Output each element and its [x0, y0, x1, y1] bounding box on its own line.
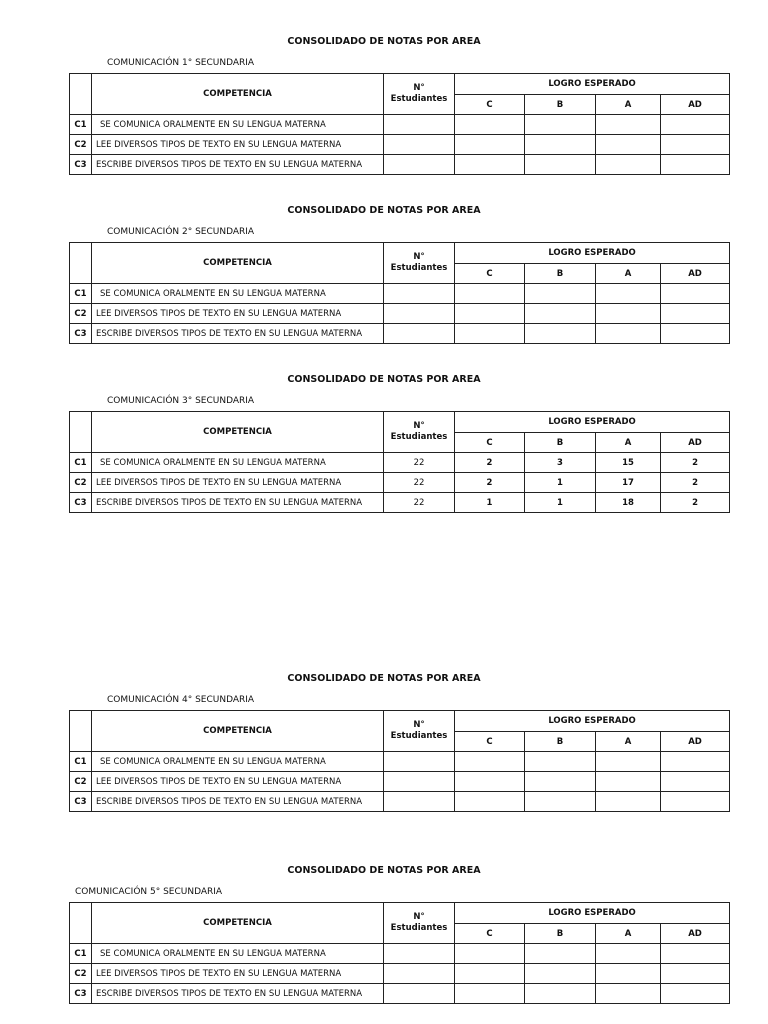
table-row — [70, 155, 730, 175]
num-estudiantes-cell — [384, 964, 455, 984]
level-b-header: B — [525, 924, 596, 944]
level-b-cell — [525, 304, 596, 324]
level-ad-header: AD — [661, 95, 730, 115]
table-row — [70, 115, 730, 135]
competencia-code: C3 — [70, 493, 92, 513]
level-a-cell — [596, 284, 661, 304]
table-row — [70, 304, 730, 324]
estudiantes-label: Estudiantes — [390, 94, 448, 104]
level-a-cell — [596, 772, 661, 792]
table-row — [70, 473, 730, 493]
level-b-cell — [525, 115, 596, 135]
table-row — [70, 944, 730, 964]
competencia-code: C3 — [70, 155, 92, 175]
level-ad-header: AD — [661, 433, 730, 453]
level-a-cell — [596, 135, 661, 155]
competencia-code: C2 — [70, 964, 92, 984]
section-subtitle: COMUNICACIÓN 5° SECUNDARIA — [75, 887, 223, 897]
table-row — [70, 964, 730, 984]
section-title: CONSOLIDADO DE NOTAS POR AREA — [287, 865, 481, 876]
table-row — [70, 752, 730, 772]
level-c-cell — [455, 155, 525, 175]
competencia-header: COMPETENCIA — [92, 412, 384, 453]
level-a-cell — [596, 304, 661, 324]
logro-esperado-header: LOGRO ESPERADO — [455, 243, 730, 264]
competencia-desc: SE COMUNICA ORALMENTE EN SU LENGUA MATERNA — [92, 752, 384, 772]
num-label: N° — [413, 421, 425, 431]
logro-esperado-header: LOGRO ESPERADO — [455, 903, 730, 924]
level-b-cell — [525, 155, 596, 175]
level-a-cell — [596, 115, 661, 135]
level-c-header: C — [455, 924, 525, 944]
competencia-desc: LEE DIVERSOS TIPOS DE TEXTO EN SU LENGUA MATERNA — [92, 772, 384, 792]
num-label: N° — [413, 83, 425, 93]
level-ad-header: AD — [661, 264, 730, 284]
level-b-cell — [525, 284, 596, 304]
grades-table — [69, 242, 730, 344]
competencia-desc: LEE DIVERSOS TIPOS DE TEXTO EN SU LENGUA MATERNA — [92, 473, 384, 493]
level-c-header: C — [455, 264, 525, 284]
competencia-code: C1 — [70, 752, 92, 772]
competencia-code: C1 — [70, 115, 92, 135]
level-ad-cell — [661, 792, 730, 812]
competencia-code: C1 — [70, 284, 92, 304]
grades-table — [69, 73, 730, 175]
section-subtitle: COMUNICACIÓN 4° SECUNDARIA — [107, 695, 255, 705]
table-row — [70, 984, 730, 1004]
num-estudiantes-cell — [384, 115, 455, 135]
estudiantes-label: Estudiantes — [390, 923, 448, 933]
empty-corner-cell — [70, 903, 92, 944]
competencia-code: C2 — [70, 772, 92, 792]
level-b-header: B — [525, 433, 596, 453]
num-label: N° — [413, 252, 425, 262]
num-estudiantes-header — [384, 243, 455, 284]
level-a-header: A — [596, 732, 661, 752]
level-a-cell — [596, 964, 661, 984]
competencia-code: C3 — [70, 324, 92, 344]
level-b-cell — [525, 135, 596, 155]
level-b-cell — [525, 324, 596, 344]
competencia-desc: SE COMUNICA ORALMENTE EN SU LENGUA MATERNA — [92, 944, 384, 964]
competencia-code: C3 — [70, 792, 92, 812]
num-estudiantes-cell: 22 — [384, 453, 455, 473]
num-estudiantes-cell — [384, 304, 455, 324]
level-a-cell — [596, 752, 661, 772]
estudiantes-label: Estudiantes — [390, 731, 448, 741]
empty-corner-cell — [70, 74, 92, 115]
level-a-cell — [596, 984, 661, 1004]
num-estudiantes-cell — [384, 944, 455, 964]
level-ad-cell: 2 — [661, 493, 730, 513]
competencia-header: COMPETENCIA — [92, 74, 384, 115]
num-estudiantes-cell: 22 — [384, 473, 455, 493]
level-b-cell — [525, 944, 596, 964]
level-c-header: C — [455, 732, 525, 752]
num-label: N° — [413, 720, 425, 730]
level-ad-cell — [661, 304, 730, 324]
section-title: CONSOLIDADO DE NOTAS POR AREA — [287, 36, 481, 47]
level-b-cell: 1 — [525, 473, 596, 493]
level-c-cell: 2 — [455, 473, 525, 493]
num-estudiantes-header — [384, 711, 455, 752]
level-ad-cell — [661, 772, 730, 792]
empty-corner-cell — [70, 243, 92, 284]
level-a-cell — [596, 792, 661, 812]
num-estudiantes-cell — [384, 772, 455, 792]
level-a-cell — [596, 155, 661, 175]
competencia-header: COMPETENCIA — [92, 243, 384, 284]
competencia-header: COMPETENCIA — [92, 711, 384, 752]
num-estudiantes-cell — [384, 284, 455, 304]
level-c-cell — [455, 984, 525, 1004]
level-c-cell — [455, 964, 525, 984]
level-ad-cell — [661, 135, 730, 155]
table-row — [70, 792, 730, 812]
level-c-cell — [455, 752, 525, 772]
competencia-code: C2 — [70, 304, 92, 324]
section-subtitle: COMUNICACIÓN 1° SECUNDARIA — [107, 58, 255, 68]
empty-corner-cell — [70, 711, 92, 752]
grades-table — [69, 902, 730, 1004]
logro-esperado-header: LOGRO ESPERADO — [455, 74, 730, 95]
competencia-desc: SE COMUNICA ORALMENTE EN SU LENGUA MATERNA — [92, 453, 384, 473]
competencia-code: C2 — [70, 135, 92, 155]
competencia-desc: ESCRIBE DIVERSOS TIPOS DE TEXTO EN SU LENGUA MATERNA — [92, 324, 384, 344]
level-ad-cell — [661, 115, 730, 135]
competencia-desc: ESCRIBE DIVERSOS TIPOS DE TEXTO EN SU LENGUA MATERNA — [92, 984, 384, 1004]
level-c-cell — [455, 304, 525, 324]
grades-table — [69, 710, 730, 812]
competencia-desc: LEE DIVERSOS TIPOS DE TEXTO EN SU LENGUA MATERNA — [92, 964, 384, 984]
level-a-cell: 18 — [596, 493, 661, 513]
empty-corner-cell — [70, 412, 92, 453]
level-ad-cell: 2 — [661, 453, 730, 473]
level-b-cell — [525, 984, 596, 1004]
competencia-desc: LEE DIVERSOS TIPOS DE TEXTO EN SU LENGUA MATERNA — [92, 304, 384, 324]
table-row — [70, 493, 730, 513]
num-estudiantes-cell — [384, 752, 455, 772]
estudiantes-label: Estudiantes — [390, 432, 448, 442]
level-ad-cell — [661, 324, 730, 344]
level-b-cell — [525, 792, 596, 812]
section-subtitle: COMUNICACIÓN 3° SECUNDARIA — [107, 396, 255, 406]
competencia-code: C1 — [70, 453, 92, 473]
level-ad-cell — [661, 984, 730, 1004]
level-ad-cell — [661, 944, 730, 964]
competencia-code: C1 — [70, 944, 92, 964]
section-title: CONSOLIDADO DE NOTAS POR AREA — [287, 673, 481, 684]
level-c-cell — [455, 324, 525, 344]
level-a-header: A — [596, 95, 661, 115]
competencia-desc: ESCRIBE DIVERSOS TIPOS DE TEXTO EN SU LENGUA MATERNA — [92, 155, 384, 175]
level-c-cell: 2 — [455, 453, 525, 473]
logro-esperado-header: LOGRO ESPERADO — [455, 711, 730, 732]
level-a-cell: 17 — [596, 473, 661, 493]
table-row — [70, 284, 730, 304]
level-c-cell — [455, 792, 525, 812]
competencia-code: C3 — [70, 984, 92, 1004]
section-title: CONSOLIDADO DE NOTAS POR AREA — [287, 374, 481, 385]
table-row — [70, 324, 730, 344]
table-row — [70, 453, 730, 473]
level-c-header: C — [455, 433, 525, 453]
level-c-cell: 1 — [455, 493, 525, 513]
level-b-cell — [525, 964, 596, 984]
level-a-cell — [596, 324, 661, 344]
num-estudiantes-cell — [384, 155, 455, 175]
level-c-cell — [455, 115, 525, 135]
level-b-header: B — [525, 95, 596, 115]
num-estudiantes-header — [384, 903, 455, 944]
level-ad-cell — [661, 284, 730, 304]
competencia-desc: LEE DIVERSOS TIPOS DE TEXTO EN SU LENGUA MATERNA — [92, 135, 384, 155]
competencia-code: C2 — [70, 473, 92, 493]
grades-table — [69, 411, 730, 513]
level-ad-cell — [661, 155, 730, 175]
competencia-desc: SE COMUNICA ORALMENTE EN SU LENGUA MATERNA — [92, 284, 384, 304]
section-title: CONSOLIDADO DE NOTAS POR AREA — [287, 205, 481, 216]
num-estudiantes-cell — [384, 135, 455, 155]
competencia-header: COMPETENCIA — [92, 903, 384, 944]
num-estudiantes-cell: 22 — [384, 493, 455, 513]
competencia-desc: ESCRIBE DIVERSOS TIPOS DE TEXTO EN SU LENGUA MATERNA — [92, 493, 384, 513]
num-estudiantes-header — [384, 74, 455, 115]
level-c-cell — [455, 772, 525, 792]
level-c-cell — [455, 284, 525, 304]
level-c-header: C — [455, 95, 525, 115]
section-subtitle: COMUNICACIÓN 2° SECUNDARIA — [107, 227, 255, 237]
num-estudiantes-cell — [384, 792, 455, 812]
estudiantes-label: Estudiantes — [390, 263, 448, 273]
level-ad-header: AD — [661, 732, 730, 752]
level-a-header: A — [596, 924, 661, 944]
level-b-cell — [525, 772, 596, 792]
competencia-desc: SE COMUNICA ORALMENTE EN SU LENGUA MATERNA — [92, 115, 384, 135]
level-a-header: A — [596, 264, 661, 284]
level-a-cell — [596, 944, 661, 964]
num-label: N° — [413, 912, 425, 922]
level-b-cell: 1 — [525, 493, 596, 513]
num-estudiantes-header — [384, 412, 455, 453]
level-ad-cell: 2 — [661, 473, 730, 493]
level-ad-header: AD — [661, 924, 730, 944]
level-c-cell — [455, 944, 525, 964]
level-a-header: A — [596, 433, 661, 453]
level-a-cell: 15 — [596, 453, 661, 473]
table-row — [70, 135, 730, 155]
competencia-desc: ESCRIBE DIVERSOS TIPOS DE TEXTO EN SU LENGUA MATERNA — [92, 792, 384, 812]
num-estudiantes-cell — [384, 984, 455, 1004]
level-b-cell: 3 — [525, 453, 596, 473]
num-estudiantes-cell — [384, 324, 455, 344]
level-c-cell — [455, 135, 525, 155]
logro-esperado-header: LOGRO ESPERADO — [455, 412, 730, 433]
level-ad-cell — [661, 752, 730, 772]
level-b-header: B — [525, 732, 596, 752]
table-row — [70, 772, 730, 792]
level-b-cell — [525, 752, 596, 772]
level-ad-cell — [661, 964, 730, 984]
level-b-header: B — [525, 264, 596, 284]
